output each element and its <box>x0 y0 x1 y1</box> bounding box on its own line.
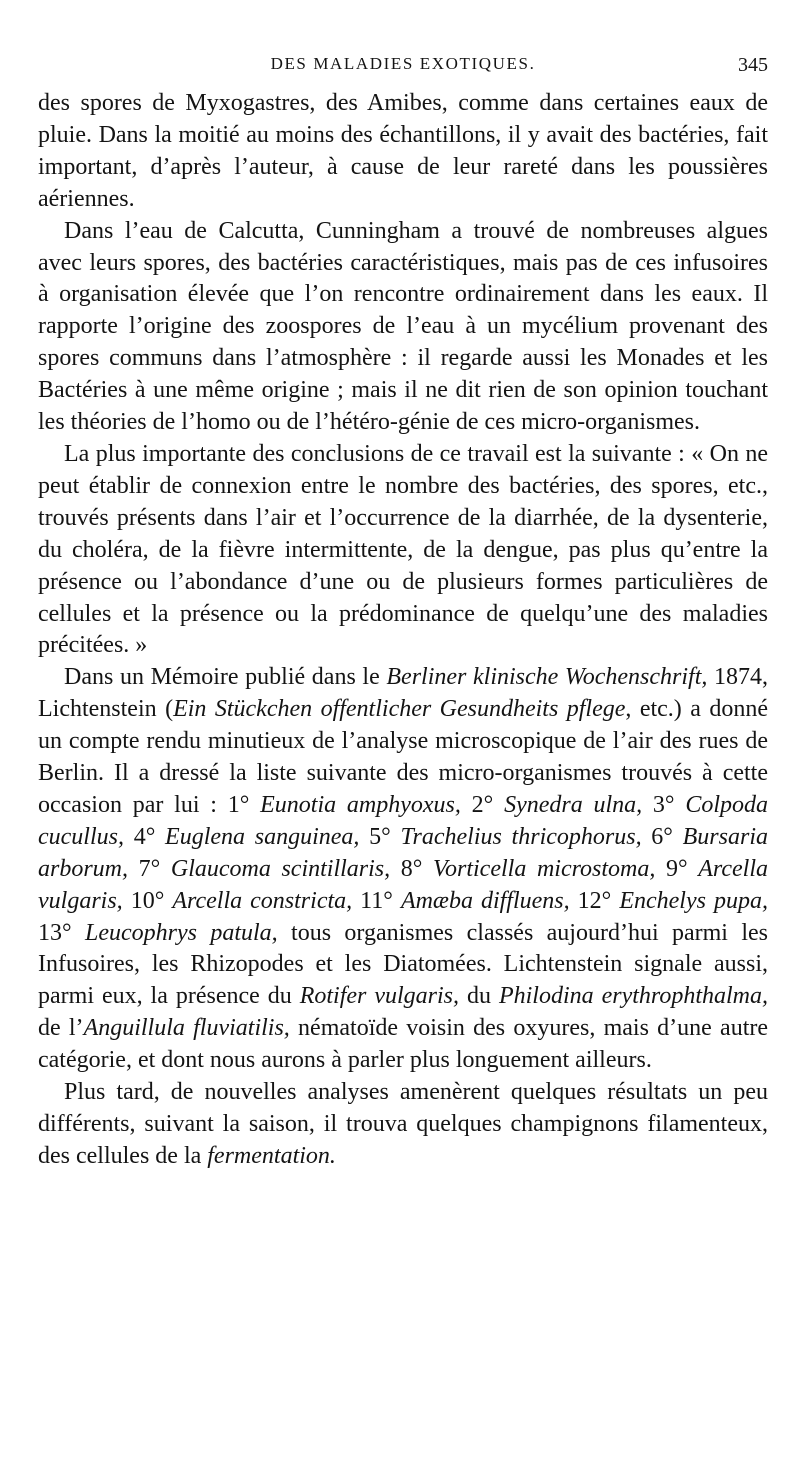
text-run: 5° <box>359 823 401 850</box>
italic-text: Arcella constricta, <box>172 887 353 914</box>
body-text <box>38 88 768 1173</box>
text-run: 11° <box>352 887 401 914</box>
text-run: 6° <box>641 823 683 850</box>
paragraph <box>38 1077 768 1173</box>
text-run: nématoïde voisin des oxyures, mais d’une autre catégorie, et dont nous aurons à parler plus longuement ailleurs. <box>38 1015 769 1074</box>
text-run: 7° <box>128 855 171 882</box>
italic-text: Eunotia amphyoxus, <box>260 791 461 818</box>
page-number: 345 <box>738 54 768 76</box>
italic-text: Philodina erythrophthalma, <box>498 983 769 1010</box>
italic-text: Enchelys pupa, <box>619 887 768 914</box>
text-run: Dans l’eau de Calcutta, Cunningham a trouvé de nombreuses algues avec leurs spores, des bactéries caractéristiques, mais pas de ces infusoires à organisation élevée que l’on rencontre ordinairement dans les eaux. Il rapporte l’origine des zoospores de l’eau à un mycélium provenant des spores communs dans l’atmosphère : il regarde aussi les Monades et les Bactéries à une même origine ; mais il ne dit rien de son opinion touchant les théories de l’homo ou de l’hétéro-génie de ces micro-organismes. <box>38 217 768 436</box>
paragraph <box>38 216 768 439</box>
italic-text: Euglena sanguinea, <box>165 823 360 850</box>
text-run: 2° <box>460 791 505 818</box>
text-run: 10° <box>122 887 173 914</box>
italic-text: Vorticella microstoma, <box>433 855 656 882</box>
italic-text: fermentation. <box>207 1142 336 1169</box>
text-run: du <box>459 983 499 1010</box>
text-run: La plus importante des conclusions de ce travail est la suivante : « On ne peut établir de connexion entre le nombre des bactéries, des spores, etc., trouvés présents dans l’air et l’occurrence de la diarrhée, de la dysenterie, du choléra, de la fièvre intermittente, de la dengue, pas plus qu’entre la présence ou l’abondance d’une ou de plusieurs formes particulières de cellules et la présence ou la prédominance de quelqu’une des maladies précitées. » <box>38 440 768 659</box>
text-run: 4° <box>123 823 166 850</box>
italic-text: Anguillula fluviatilis, <box>83 1015 290 1042</box>
paragraph <box>38 439 768 662</box>
text-run: tous organismes classés aujourd’hui parmi les Infusoires, les Rhizopodes et les Diatomées. Lichtenstein signale aussi, parmi eux, la présence du <box>38 919 768 1010</box>
text-run: 12° <box>569 887 620 914</box>
paragraph <box>38 88 768 216</box>
italic-text: Synedra ulna, <box>504 791 643 818</box>
italic-text: Bursaria arborum, <box>38 823 768 882</box>
text-run: 13° <box>38 919 85 946</box>
italic-text: Ein Stückchen offentlicher Gesundheits pflege <box>173 696 626 723</box>
italic-text: Amæba diffluens, <box>400 887 570 914</box>
text-run: 9° <box>655 855 699 882</box>
text-run: 1874, Lichtenstein ( <box>38 664 769 723</box>
text-run: Plus tard, de nouvelles analyses amenèrent quelques résultats un peu différents, suivant la saison, il trouva quelques champignons filamenteux, des cellules de la <box>38 1079 768 1169</box>
text-run: Dans un Mémoire publié dans le <box>64 664 387 691</box>
italic-text: Berliner klinische Wochenschrift, <box>386 664 708 691</box>
italic-text: Leucophrys patula, <box>84 919 278 946</box>
italic-text: Glaucoma scintillaris, <box>170 855 391 882</box>
text-run: de l’ <box>38 1015 84 1042</box>
italic-text: Colpoda cucullus, <box>38 791 769 850</box>
text-run: des spores de Myxogastres, des Amibes, comme dans certaines eaux de pluie. Dans la moitié au moins des échantillons, il y avait des bactéries, fait important, d’après l’auteur, à cause de leur rareté dans les poussières aériennes. <box>38 90 768 212</box>
italic-text: Trachelius thricophorus, <box>400 823 642 850</box>
book-page <box>38 54 768 1173</box>
running-title: DES MALADIES EXOTIQUES. <box>270 54 536 73</box>
italic-text: Arcella vulgaris, <box>38 855 768 914</box>
text-run: , etc.) a donné un compte rendu minutieux de l’analyse microscopique de l’air des rues de Berlin. Il a dressé la liste suivante des micro-organismes trouvés à cette occasion par lui : 1° <box>38 696 768 818</box>
paragraph <box>38 662 768 1077</box>
running-head <box>38 54 768 88</box>
text-run: 8° <box>390 855 433 882</box>
italic-text: Rotifer vulgaris, <box>299 983 460 1010</box>
text-run: 3° <box>642 791 686 818</box>
